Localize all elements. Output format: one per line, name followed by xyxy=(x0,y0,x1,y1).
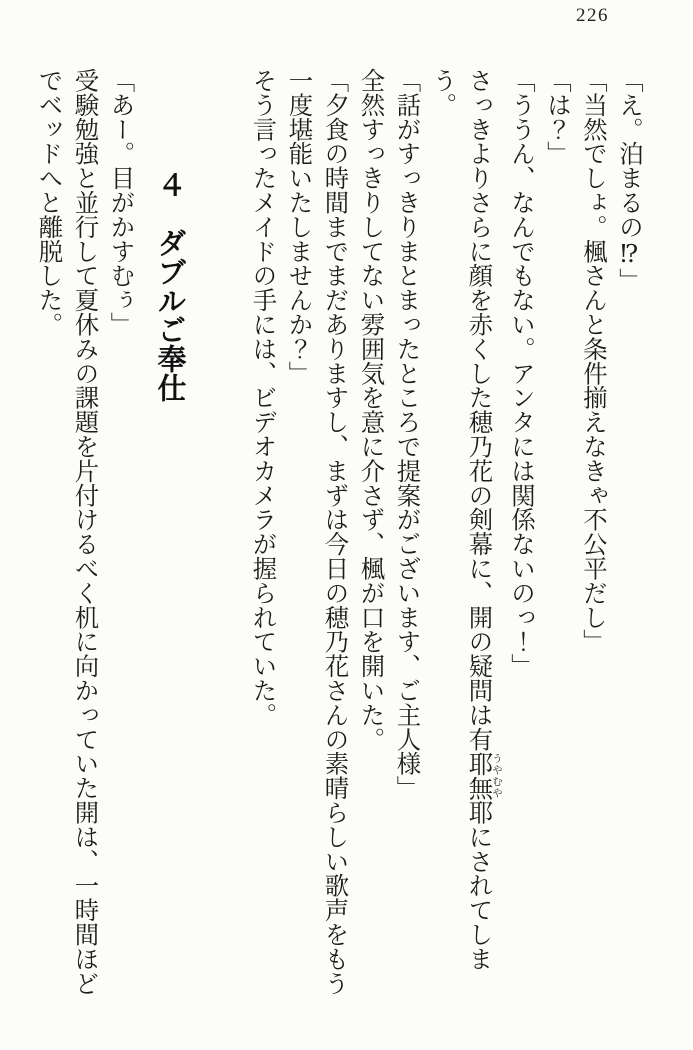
dialogue-line: 「え。泊まるの⁉」 xyxy=(615,68,642,293)
chapter-heading: ４ ダブルご奉仕 xyxy=(153,170,186,402)
narration-line: 受験勉強と並行して夏休みの課題を片付けるべく机に向かっていた開は、一時間ほどでベッドへと離脱した。 xyxy=(34,68,98,996)
furigana-ruby xyxy=(464,726,502,825)
dialogue-line: 「夕食の時間までまだありますし、まずは今日の穂乃花さんの素晴らしい歌声をもう一度堪能いたしませんか？」 xyxy=(284,68,348,996)
ruby-text: うやむや xyxy=(491,726,502,825)
dialogue-line: 「当然でしょ。楓さんと条件揃えなきゃ不公平だし」 xyxy=(579,68,606,654)
dialogue-line: 「ううん、なんでもない。アンタには関係ないのっ！」 xyxy=(507,68,534,678)
vertical-text-area xyxy=(30,68,647,998)
page-number: 226 xyxy=(576,5,609,26)
narration-text: さっきよりさらに顔を赤くした穂乃花の剣幕に、開の疑問は xyxy=(464,68,492,727)
narration-line: そう言ったメイドの手には、ビデオカメラが握られていた。 xyxy=(248,68,276,727)
dialogue-line: 「話がすっきりまとまったところで提案がございます、ご主人様」 xyxy=(392,68,420,800)
narration-line xyxy=(424,68,503,998)
ruby-base: 有耶無耶 xyxy=(464,726,492,825)
narration-line: 全然すっきりしてない雰囲気を意に介さず、楓が口を開いた。 xyxy=(356,68,384,752)
dialogue-line: 「あー。目がかすむぅ」 xyxy=(106,68,134,337)
dialogue-line: 「は？」 xyxy=(543,68,570,166)
narration-text: にされてしまう。 xyxy=(428,68,492,971)
